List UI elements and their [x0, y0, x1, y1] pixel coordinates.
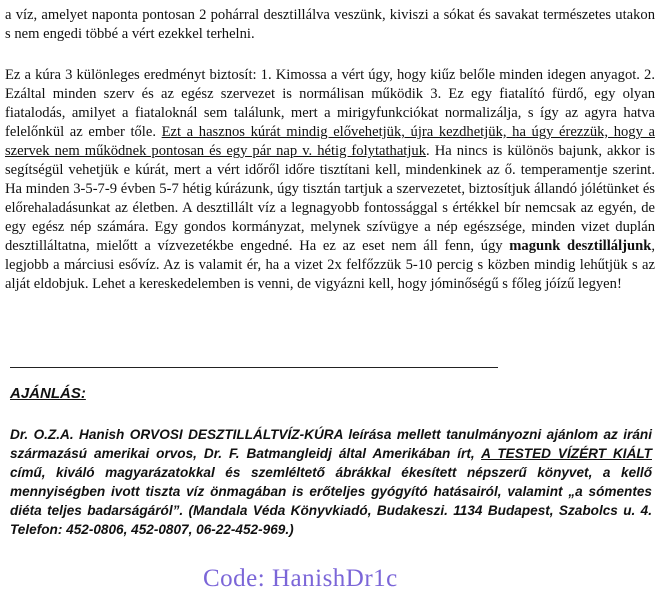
paragraph-text-1: Ez a kúra 3 különleges eredményt biztosít: 1. Kimossa a vért úgy, hogy kiűz belőle minden idegen anyagot. 2. Ezáltal minden szerv és az egész szervezet is normálisan működik 3. Ez egy fiatalító fürdő, egy olyan fiatalodás, amilyet a fiataloknál sem találunk, mert a mirigyfunkciókat normalizálja, s így az agyra hatva felelőnkül az ember tőle.: [5, 67, 655, 140]
book-title: A TESTED VÍZÉRT KIÁLT: [481, 446, 652, 461]
paragraph-cure-results: [5, 66, 655, 294]
paragraph-text-2: . Ha nincs is különös bajunk, akkor is segítségül vehetjük e kúrát, mert a vért időről időre tisztítani kell, mindenkinek az ő. temperamentje szerint. Ha minden 3-5-7-9 évben 5-7 hétig kúrázunk, úgy tisztán tartjuk a szervezetet, biztosítjuk állandó jólétünket és előrehaladásunkat az életben. A desztillált víz a legnagyobb fontossággal s értékkel bír nemcsak az egyén, de egy egész nép számára. Egy gondos kormányzat, melynek szívügye a nép egészsége, minden vizet duplán desztilláltatna, mielőtt a vízvezetékbe engedné. Ha ez az eset nem áll fenn, úgy: [5, 143, 655, 254]
horizontal-rule: [10, 367, 498, 368]
recommendation-text-2: című, kiváló magyarázatokkal és szemléltető ábrákkal ékesített népszerű könyvet, a kellő mennyiségben ivott tiszta víz önmagában is erőteljes gyógyító hatásairól, valamint „a sómentes diéta teljes badarságáról”. (Mandala Véda Könyvkiadó, Budakeszi. 1134 Budapest, Szabolcs u. 4. Telefon: 452-0806, 452-0807, 06-22-452-969.): [10, 465, 652, 537]
recommendation-heading: AJÁNLÁS:: [10, 385, 86, 402]
recommendation-paragraph: [10, 425, 652, 539]
code-label: Code: HanishDr1c: [203, 565, 398, 592]
paragraph-text-3: , legjobb a márciusi esővíz. Az is valamit ér, ha a vizet 2x felfőzzük 5-10 percig s közben mindig lehűtjük s az alját eldobjuk. Lehet a kereskedelemben is venni, de vigyázni kell, hogy jóminőségű s főleg jóízű legyen!: [5, 238, 655, 292]
bold-phrase: magunk desztilláljunk: [509, 238, 652, 254]
paragraph-intro: a víz, amelyet naponta pontosan 2 pohárral desztillálva veszünk, kiviszi a sókat és savakat természetes utakon s nem engedi többé a vért ezekkel terhelni.: [5, 7, 655, 42]
underlined-statement: Ezt a hasznos kúrát mindig elővehetjük, újra kezdhetjük, ha úgy érezzük, hogy a szervek nem működnek pontosan és egy pár nap v. hétig folytathatjuk: [5, 124, 655, 159]
recommendation-text-1: Dr. O.Z.A. Hanish ORVOSI DESZTILLÁLTVÍZ-KÚRA leírása mellett tanulmányozni ajánlom az iráni származású amerikai orvos, Dr. F. Batmangleidj által Amerikában írt,: [10, 427, 652, 461]
